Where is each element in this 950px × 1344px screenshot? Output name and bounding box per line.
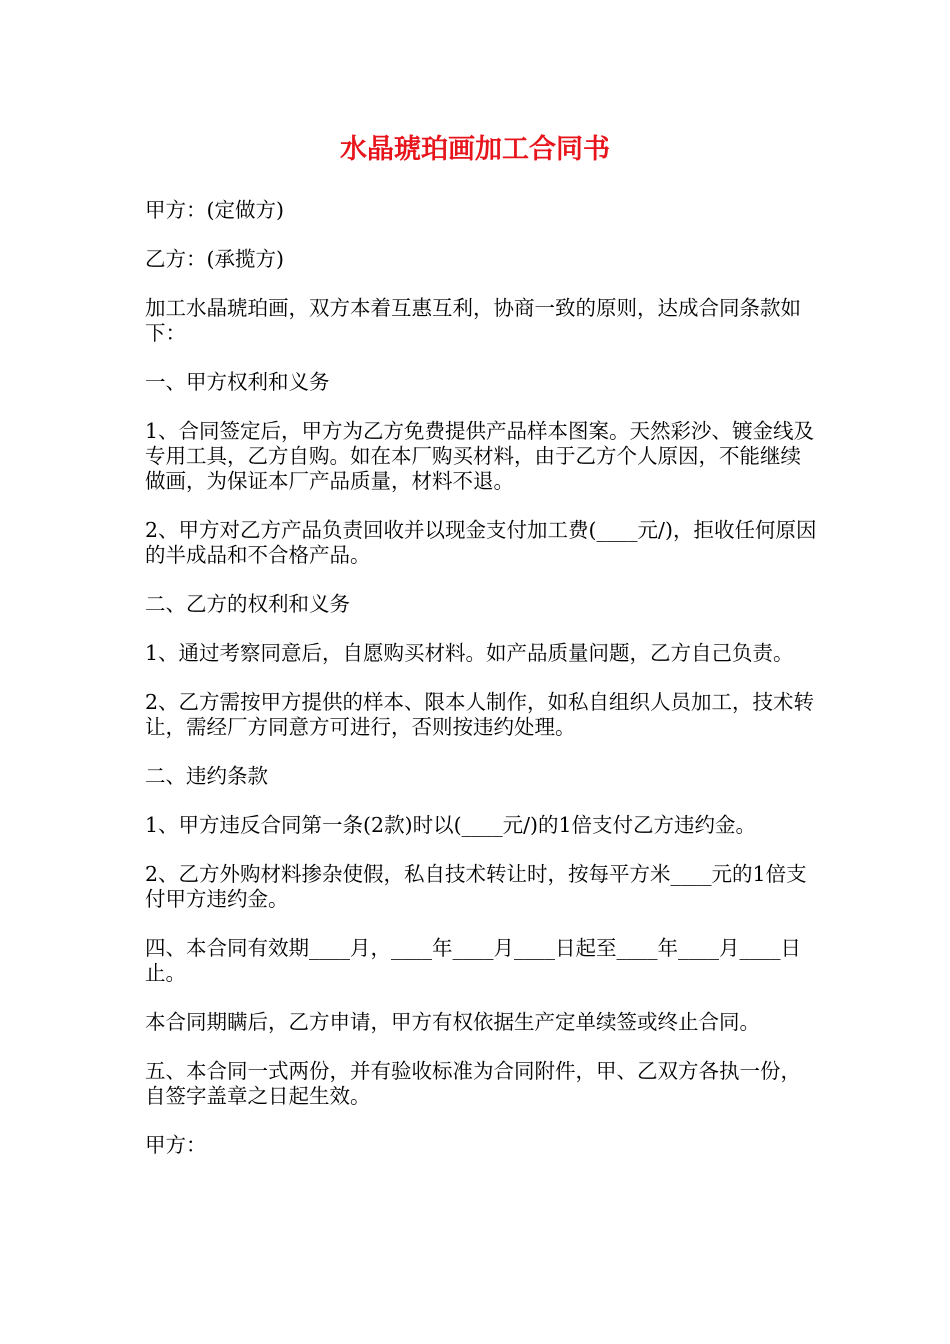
paragraph-clause: 2、甲方对乙方产品负责回收并以现金支付加工费(____元/)，拒收任何原因的半成品和不合格产品。 bbox=[145, 518, 817, 567]
paragraph-party-b: 乙方：(承揽方) bbox=[145, 247, 284, 271]
document-body bbox=[145, 198, 820, 1182]
paragraph-clause: 1、甲方违反合同第一条(2款)时以(____元/)的1倍支付乙方违约金。 bbox=[145, 813, 757, 837]
paragraph-clause: 1、通过考察同意后，自愿购买材料。如产品质量问题，乙方自己负责。 bbox=[145, 641, 794, 665]
paragraph-clause: 2、乙方需按甲方提供的样本、限本人制作，如私自组织人员加工，技术转让，需经厂方同意方可进行，否则按违约处理。 bbox=[145, 690, 815, 739]
section-heading-party-b-rights: 二、乙方的权利和义务 bbox=[145, 592, 350, 616]
signature-party-a: 甲方： bbox=[145, 1133, 207, 1157]
section-heading-party-a-rights: 一、甲方权利和义务 bbox=[145, 370, 330, 394]
document-title: 水晶琥珀画加工合同书 bbox=[340, 134, 610, 165]
paragraph-renewal: 本合同期瞒后，乙方申请，甲方有权依据生产定单续签或终止合同。 bbox=[145, 1010, 760, 1034]
paragraph-clause: 2、乙方外购材料掺杂使假，私自技术转让时，按每平方米____元的1倍支付甲方违约金。 bbox=[145, 862, 807, 911]
paragraph-party-a: 甲方：(定做方) bbox=[145, 198, 284, 222]
paragraph-copies: 五、本合同一式两份，并有验收标准为合同附件，甲、乙双方各执一份，自签字盖章之日起生效。 bbox=[145, 1059, 801, 1108]
paragraph-clause: 1、合同签定后，甲方为乙方免费提供产品样本图案。天然彩沙、镀金线及专用工具，乙方自购。如在本厂购买材料，由于乙方个人原因，不能继续做画，为保证本厂产品质量，材料不退。 bbox=[145, 419, 815, 493]
paragraph-preamble: 加工水晶琥珀画，双方本着互惠互利，协商一致的原则，达成合同条款如下： bbox=[145, 296, 801, 345]
section-heading-breach: 二、违约条款 bbox=[145, 764, 268, 788]
paragraph-validity: 四、本合同有效期____月，____年____月____日起至____年____月____日止。 bbox=[145, 936, 801, 985]
